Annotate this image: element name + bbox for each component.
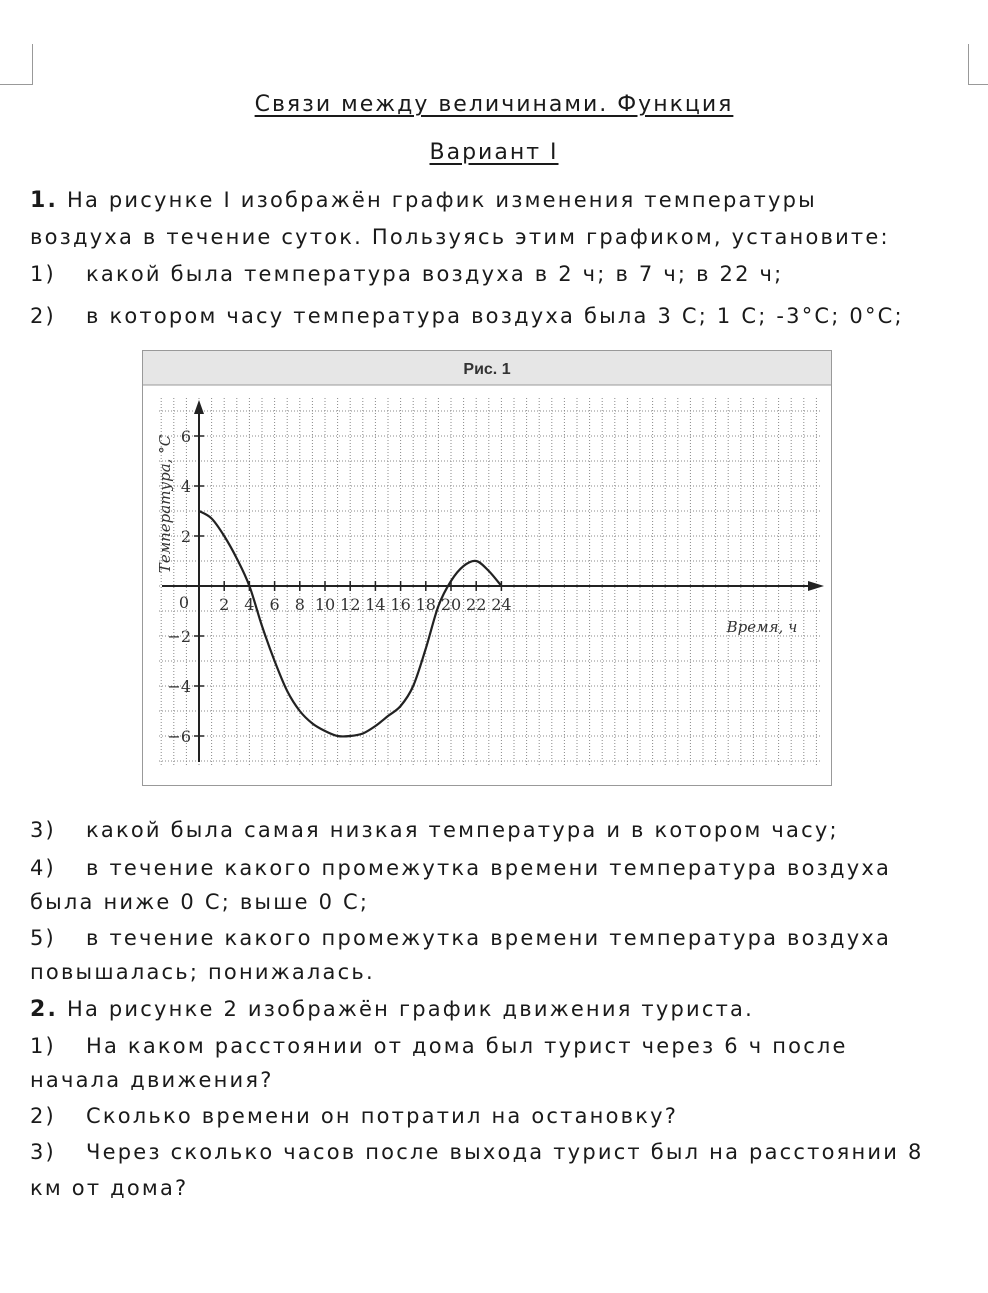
y-tick-label: 4 bbox=[180, 477, 191, 496]
x-tick-label: 12 bbox=[340, 595, 361, 614]
task1-question-4 bbox=[30, 856, 891, 880]
question-text: какой была самая низкая температура и в котором часу; bbox=[86, 818, 839, 842]
x-tick-label: 2 bbox=[219, 595, 230, 614]
task2-question-1 bbox=[30, 1034, 848, 1058]
task2-number: 2. bbox=[30, 997, 59, 1022]
task2-question-3 bbox=[30, 1140, 924, 1164]
x-tick-label: 24 bbox=[491, 595, 512, 614]
x-tick-label: 20 bbox=[440, 595, 462, 614]
chart-title: Рис. 1 bbox=[463, 361, 511, 378]
x-tick-label: 18 bbox=[415, 595, 436, 614]
x-tick-label: 6 bbox=[269, 595, 280, 614]
question-text: Через сколько часов после выхода турист был на расстоянии 8 bbox=[86, 1140, 924, 1164]
page-title: Связи между величинами. Функция bbox=[254, 92, 734, 117]
question-number: 4) bbox=[30, 856, 56, 880]
task1-intro-line1 bbox=[30, 188, 817, 213]
question-text: какой была температура воздуха в 2 ч; в 7 ч; в 22 ч; bbox=[86, 262, 784, 286]
question-number: 3) bbox=[30, 1140, 56, 1164]
y-tick-label: 2 bbox=[180, 527, 191, 546]
task1-question-5-cont: повышалась; понижалась. bbox=[30, 960, 375, 984]
task1-intro-text: На рисунке I изображён график изменения температуры bbox=[66, 188, 817, 212]
x-tick-label: 16 bbox=[390, 595, 411, 614]
temperature-chart bbox=[142, 350, 832, 786]
question-number: 3) bbox=[30, 818, 56, 842]
task1-question-1 bbox=[30, 262, 783, 286]
question-number: 5) bbox=[30, 926, 56, 950]
x-tick-label: 22 bbox=[466, 595, 487, 614]
question-text: На каком расстоянии от дома был турист через 6 ч после bbox=[86, 1034, 848, 1058]
x-tick-label: 4 bbox=[244, 595, 255, 614]
task1-question-5 bbox=[30, 926, 891, 950]
task1-question-4-cont: была ниже 0 С; выше 0 С; bbox=[30, 890, 370, 914]
task1-question-3 bbox=[30, 818, 839, 842]
question-number: 1) bbox=[30, 1034, 56, 1058]
x-tick-label: 8 bbox=[294, 595, 305, 614]
y-tick-label: −6 bbox=[167, 727, 191, 746]
y-axis-label: Температура, °С bbox=[156, 434, 174, 574]
question-number: 2) bbox=[30, 304, 56, 328]
y-tick-label: −4 bbox=[167, 677, 191, 696]
question-text: в течение какого промежутка времени температура воздуха bbox=[86, 926, 892, 950]
task1-intro-line2: воздуха в течение суток. Пользуясь этим графиком, установите: bbox=[30, 225, 890, 249]
x-axis-label: Время, ч bbox=[726, 618, 798, 636]
task1-number: 1. bbox=[30, 188, 59, 213]
variant-title: Вариант I bbox=[429, 140, 559, 165]
task2-intro-text: На рисунке 2 изображён график движения туриста. bbox=[66, 997, 754, 1021]
question-text: Сколько времени он потратил на остановку? bbox=[86, 1104, 679, 1128]
task2-question-3-cont: км от дома? bbox=[30, 1176, 189, 1200]
origin-label: 0 bbox=[178, 593, 189, 612]
question-number: 1) bbox=[30, 262, 56, 286]
task2-question-1-cont: начала движения? bbox=[30, 1068, 274, 1092]
page-corner-mark-left bbox=[0, 44, 33, 85]
page-corner-mark-right bbox=[968, 44, 988, 85]
question-text: в течение какого промежутка времени температура воздуха bbox=[86, 856, 892, 880]
task2-question-2 bbox=[30, 1104, 678, 1128]
task2-intro bbox=[30, 997, 754, 1022]
question-number: 2) bbox=[30, 1104, 56, 1128]
question-text: в котором часу температура воздуха была 3 С; 1 С; -3°С; 0°С; bbox=[86, 304, 904, 328]
task1-question-2 bbox=[30, 304, 904, 328]
y-tick-label: 6 bbox=[180, 427, 191, 446]
x-tick-label: 10 bbox=[314, 595, 336, 614]
x-tick-label: 14 bbox=[365, 595, 386, 614]
y-tick-label: −2 bbox=[167, 627, 191, 646]
